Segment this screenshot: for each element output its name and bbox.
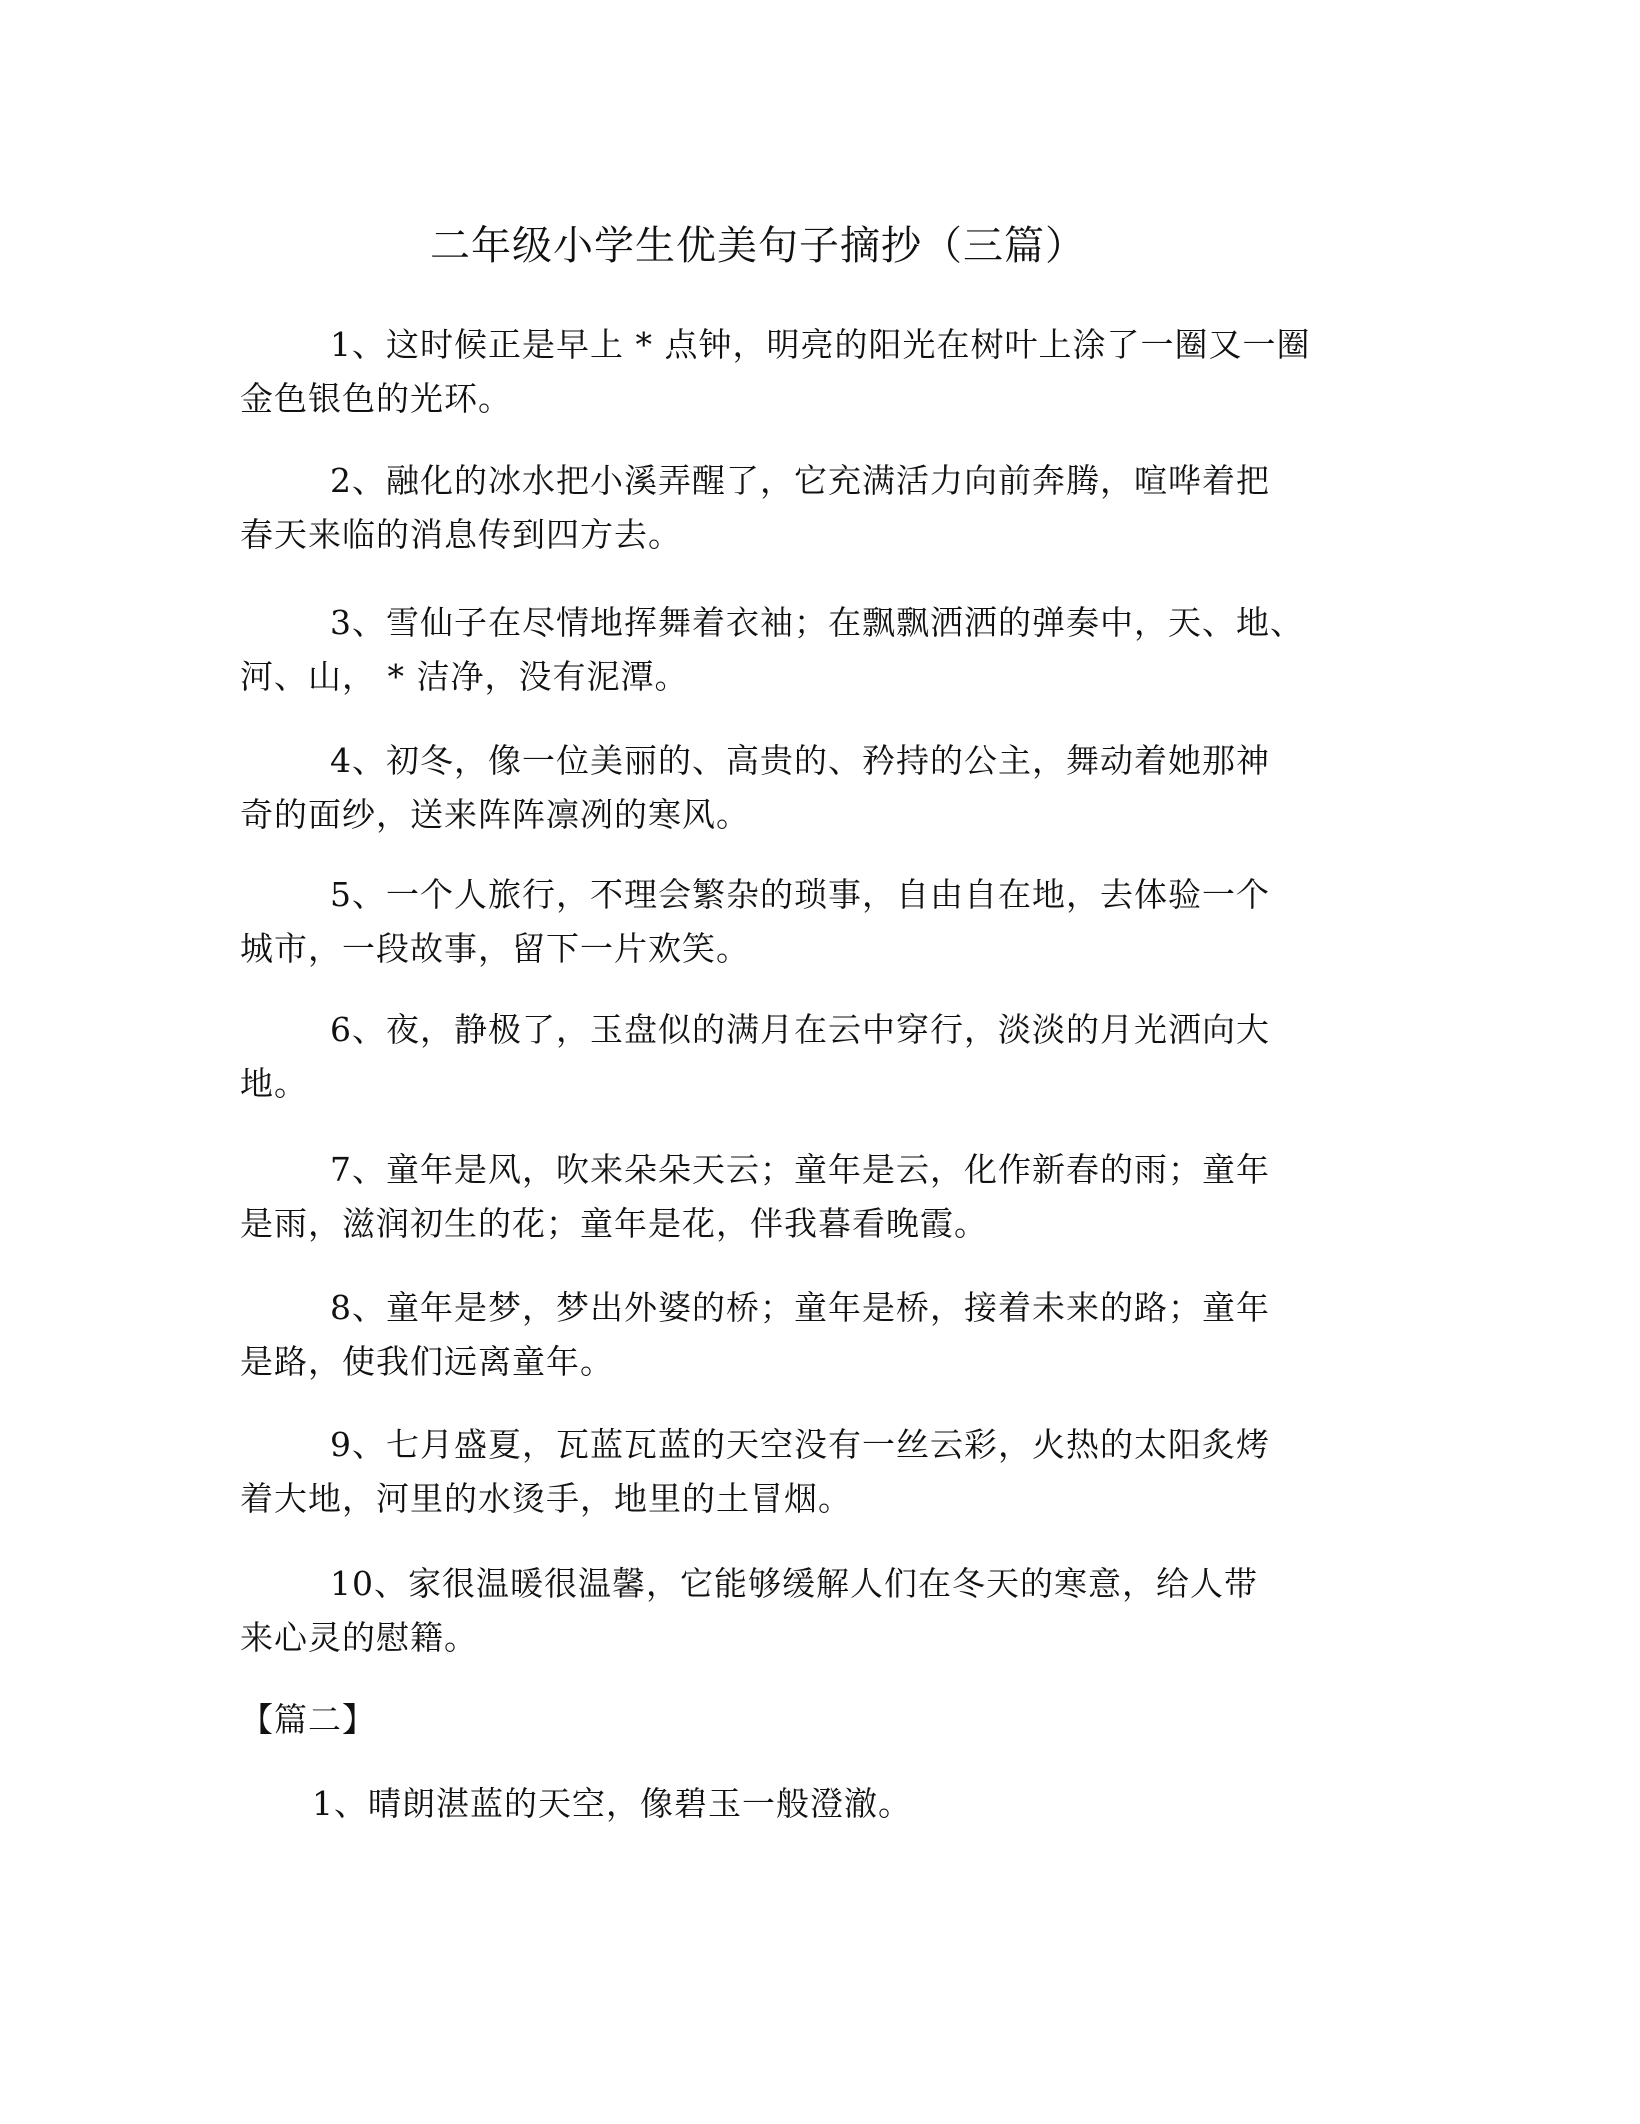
paragraph-4-line-1: 4、初冬，像一位美丽的、高贵的、矜持的公主，舞动着她那神 — [330, 741, 1270, 780]
paragraph-9-line-2: 着大地，河里的水烫手，地里的土冒烟。 — [240, 1479, 852, 1518]
paragraph-2-line-2: 春天来临的消息传到四方去。 — [240, 515, 682, 554]
paragraph-9 — [240, 1418, 1360, 1526]
paragraph-5-line-2: 城市，一段故事，留下一片欢笑。 — [240, 929, 750, 968]
paragraph-3 — [240, 596, 1360, 704]
section-two-item-1: 1、晴朗湛蓝的天空，像碧玉一般澄澈。 — [312, 1784, 912, 1823]
paragraph-6-line-1: 6、夜，静极了，玉盘似的满月在云中穿行，淡淡的月光洒向大 — [330, 1010, 1270, 1049]
paragraph-2 — [240, 454, 1360, 562]
paragraph-4-line-2: 奇的面纱，送来阵阵凛冽的寒风。 — [240, 795, 750, 834]
paragraph-4 — [240, 734, 1360, 842]
paragraph-6-line-2: 地。 — [240, 1064, 308, 1103]
paragraph-5-line-1: 5、一个人旅行，不理会繁杂的琐事，自由自在地，去体验一个 — [330, 875, 1270, 914]
paragraph-7-line-2: 是雨，滋润初生的花；童年是花，伴我暮看晚霞。 — [240, 1204, 988, 1243]
paragraph-10-line-1: 10、家很温暖很温馨，它能够缓解人们在冬天的寒意，给人带 — [330, 1564, 1258, 1603]
paragraph-2-line-1: 2、融化的冰水把小溪弄醒了，它充满活力向前奔腾，喧哗着把 — [330, 461, 1270, 500]
paragraph-10 — [240, 1557, 1360, 1665]
paragraph-3-line-2: 河、山， * 洁净，没有泥潭。 — [240, 657, 689, 696]
paragraph-8 — [240, 1281, 1360, 1389]
paragraph-8-line-1: 8、童年是梦，梦出外婆的桥；童年是桥，接着未来的路；童年 — [330, 1288, 1270, 1327]
paragraph-1-line-2: 金色银色的光环。 — [240, 379, 512, 418]
section-heading-part-two: 【篇二】 — [240, 1700, 376, 1739]
paragraph-7 — [240, 1143, 1360, 1251]
paragraph-9-line-1: 9、七月盛夏，瓦蓝瓦蓝的天空没有一丝云彩，火热的太阳炙烤 — [330, 1425, 1270, 1464]
paragraph-1 — [240, 318, 1360, 426]
paragraph-6 — [240, 1003, 1360, 1111]
paragraph-5 — [240, 868, 1360, 976]
paragraph-3-line-1: 3、雪仙子在尽情地挥舞着衣袖；在飘飘洒洒的弹奏中，天、地、 — [330, 603, 1304, 642]
paragraph-1-line-1: 1、这时候正是早上 * 点钟，明亮的阳光在树叶上涂了一圈又一圈 — [330, 325, 1311, 364]
paragraph-8-line-2: 是路，使我们远离童年。 — [240, 1342, 614, 1381]
page-title: 二年级小学生优美句子摘抄（三篇） — [430, 223, 1086, 269]
paragraph-7-line-1: 7、童年是风，吹来朵朵天云；童年是云，化作新春的雨；童年 — [330, 1150, 1270, 1189]
paragraph-10-line-2: 来心灵的慰籍。 — [240, 1618, 478, 1657]
